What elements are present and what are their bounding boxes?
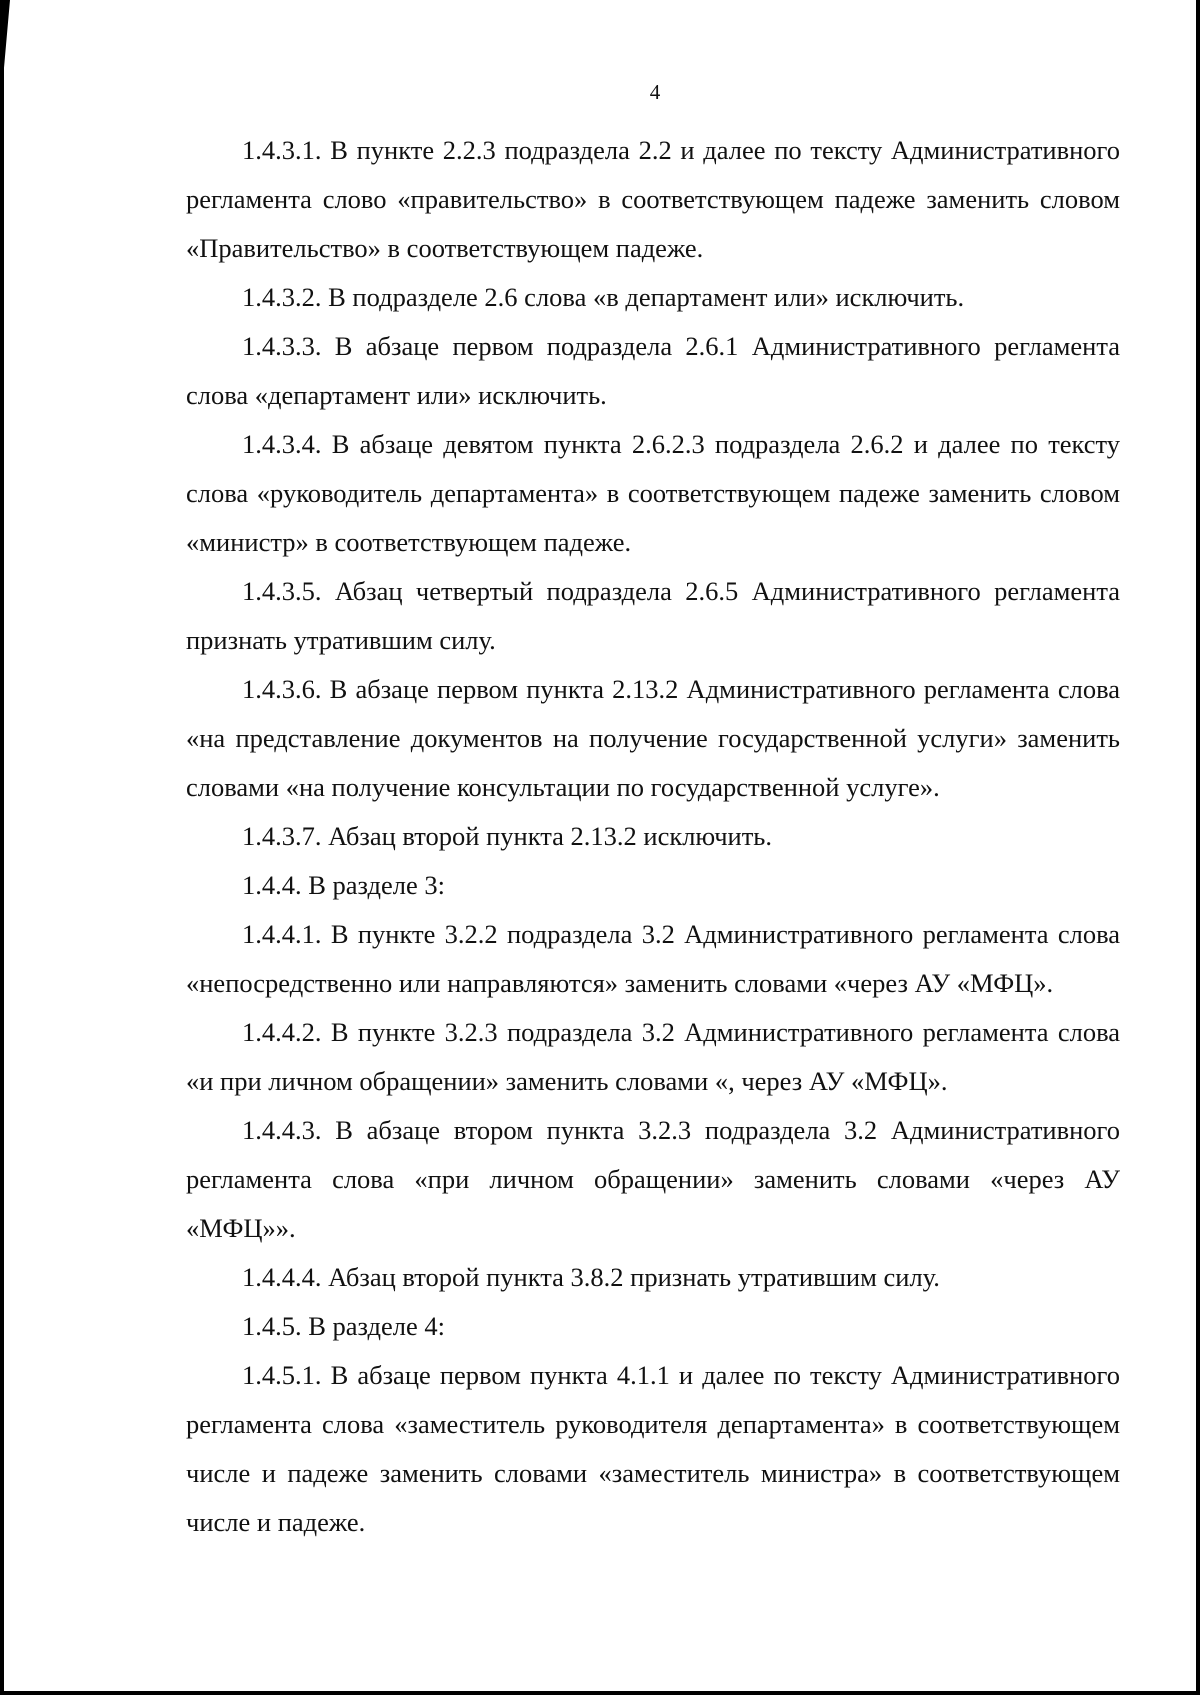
paragraph-1-4-4-4: 1.4.4.4. Абзац второй пункта 3.8.2 признать утратившим силу. [242,1262,940,1292]
scan-border-bottom [0,1691,1200,1695]
paragraph-1-4-5: 1.4.5. В разделе 4: [242,1311,446,1341]
scan-border-left [0,0,10,1695]
paragraph-1-4-4-1: 1.4.4.1. В пункте 3.2.2 подраздела 3.2 Административного регламента слова «непосредственно или направляются» заменить словами «через АУ «МФЦ». [186,919,1120,998]
paragraph-1-4-3-5: 1.4.3.5. Абзац четвертый подраздела 2.6.5 Административного регламента признать утратившим силу. [186,576,1120,655]
paragraph-1-4-4-3: 1.4.4.3. В абзаце втором пункта 3.2.3 подраздела 3.2 Административного регламента слова «при личном обращении» заменить словами «через АУ «МФЦ»». [186,1115,1120,1243]
paragraph-1-4-3-6: 1.4.3.6. В абзаце первом пункта 2.13.2 Административного регламента слова «на представление документов на получение государственной услуги» заменить словами «на получение консультации по государственной услуге». [186,674,1120,802]
paragraph-1-4-3-1: 1.4.3.1. В пункте 2.2.3 подраздела 2.2 и далее по тексту Административного регламента слово «правительство» в соответствующем падеже заменить словом «Правительство» в соответствующем падеже. [186,135,1120,263]
paragraph-1-4-3-7: 1.4.3.7. Абзац второй пункта 2.13.2 исключить. [242,821,773,851]
paragraph-1-4-3-3: 1.4.3.3. В абзаце первом подраздела 2.6.1 Административного регламента слова «департамент или» исключить. [186,331,1120,410]
paragraph-1-4-3-4: 1.4.3.4. В абзаце девятом пункта 2.6.2.3 подраздела 2.6.2 и далее по тексту слова «руководитель департамента» в соответствующем падеже заменить словом «министр» в соответствующем падеже. [186,429,1120,557]
paragraph-1-4-5-1: 1.4.5.1. В абзаце первом пункта 4.1.1 и далее по тексту Административного регламента слова «заместитель руководителя департамента» в соответствующем числе и падеже заменить словами «заместитель министра» в соответствующем числе и падеже. [186,1360,1120,1537]
document-body [186,126,1120,1547]
paragraph-1-4-4-2: 1.4.4.2. В пункте 3.2.3 подраздела 3.2 Административного регламента слова «и при личном обращении» заменить словами «, через АУ «МФЦ». [186,1017,1120,1096]
paragraph-1-4-3-2: 1.4.3.2. В подразделе 2.6 слова «в департамент или» исключить. [242,282,965,312]
scan-border-right [1196,0,1200,1695]
paragraph-1-4-4: 1.4.4. В разделе 3: [242,870,446,900]
page-number: 4 [649,80,661,104]
